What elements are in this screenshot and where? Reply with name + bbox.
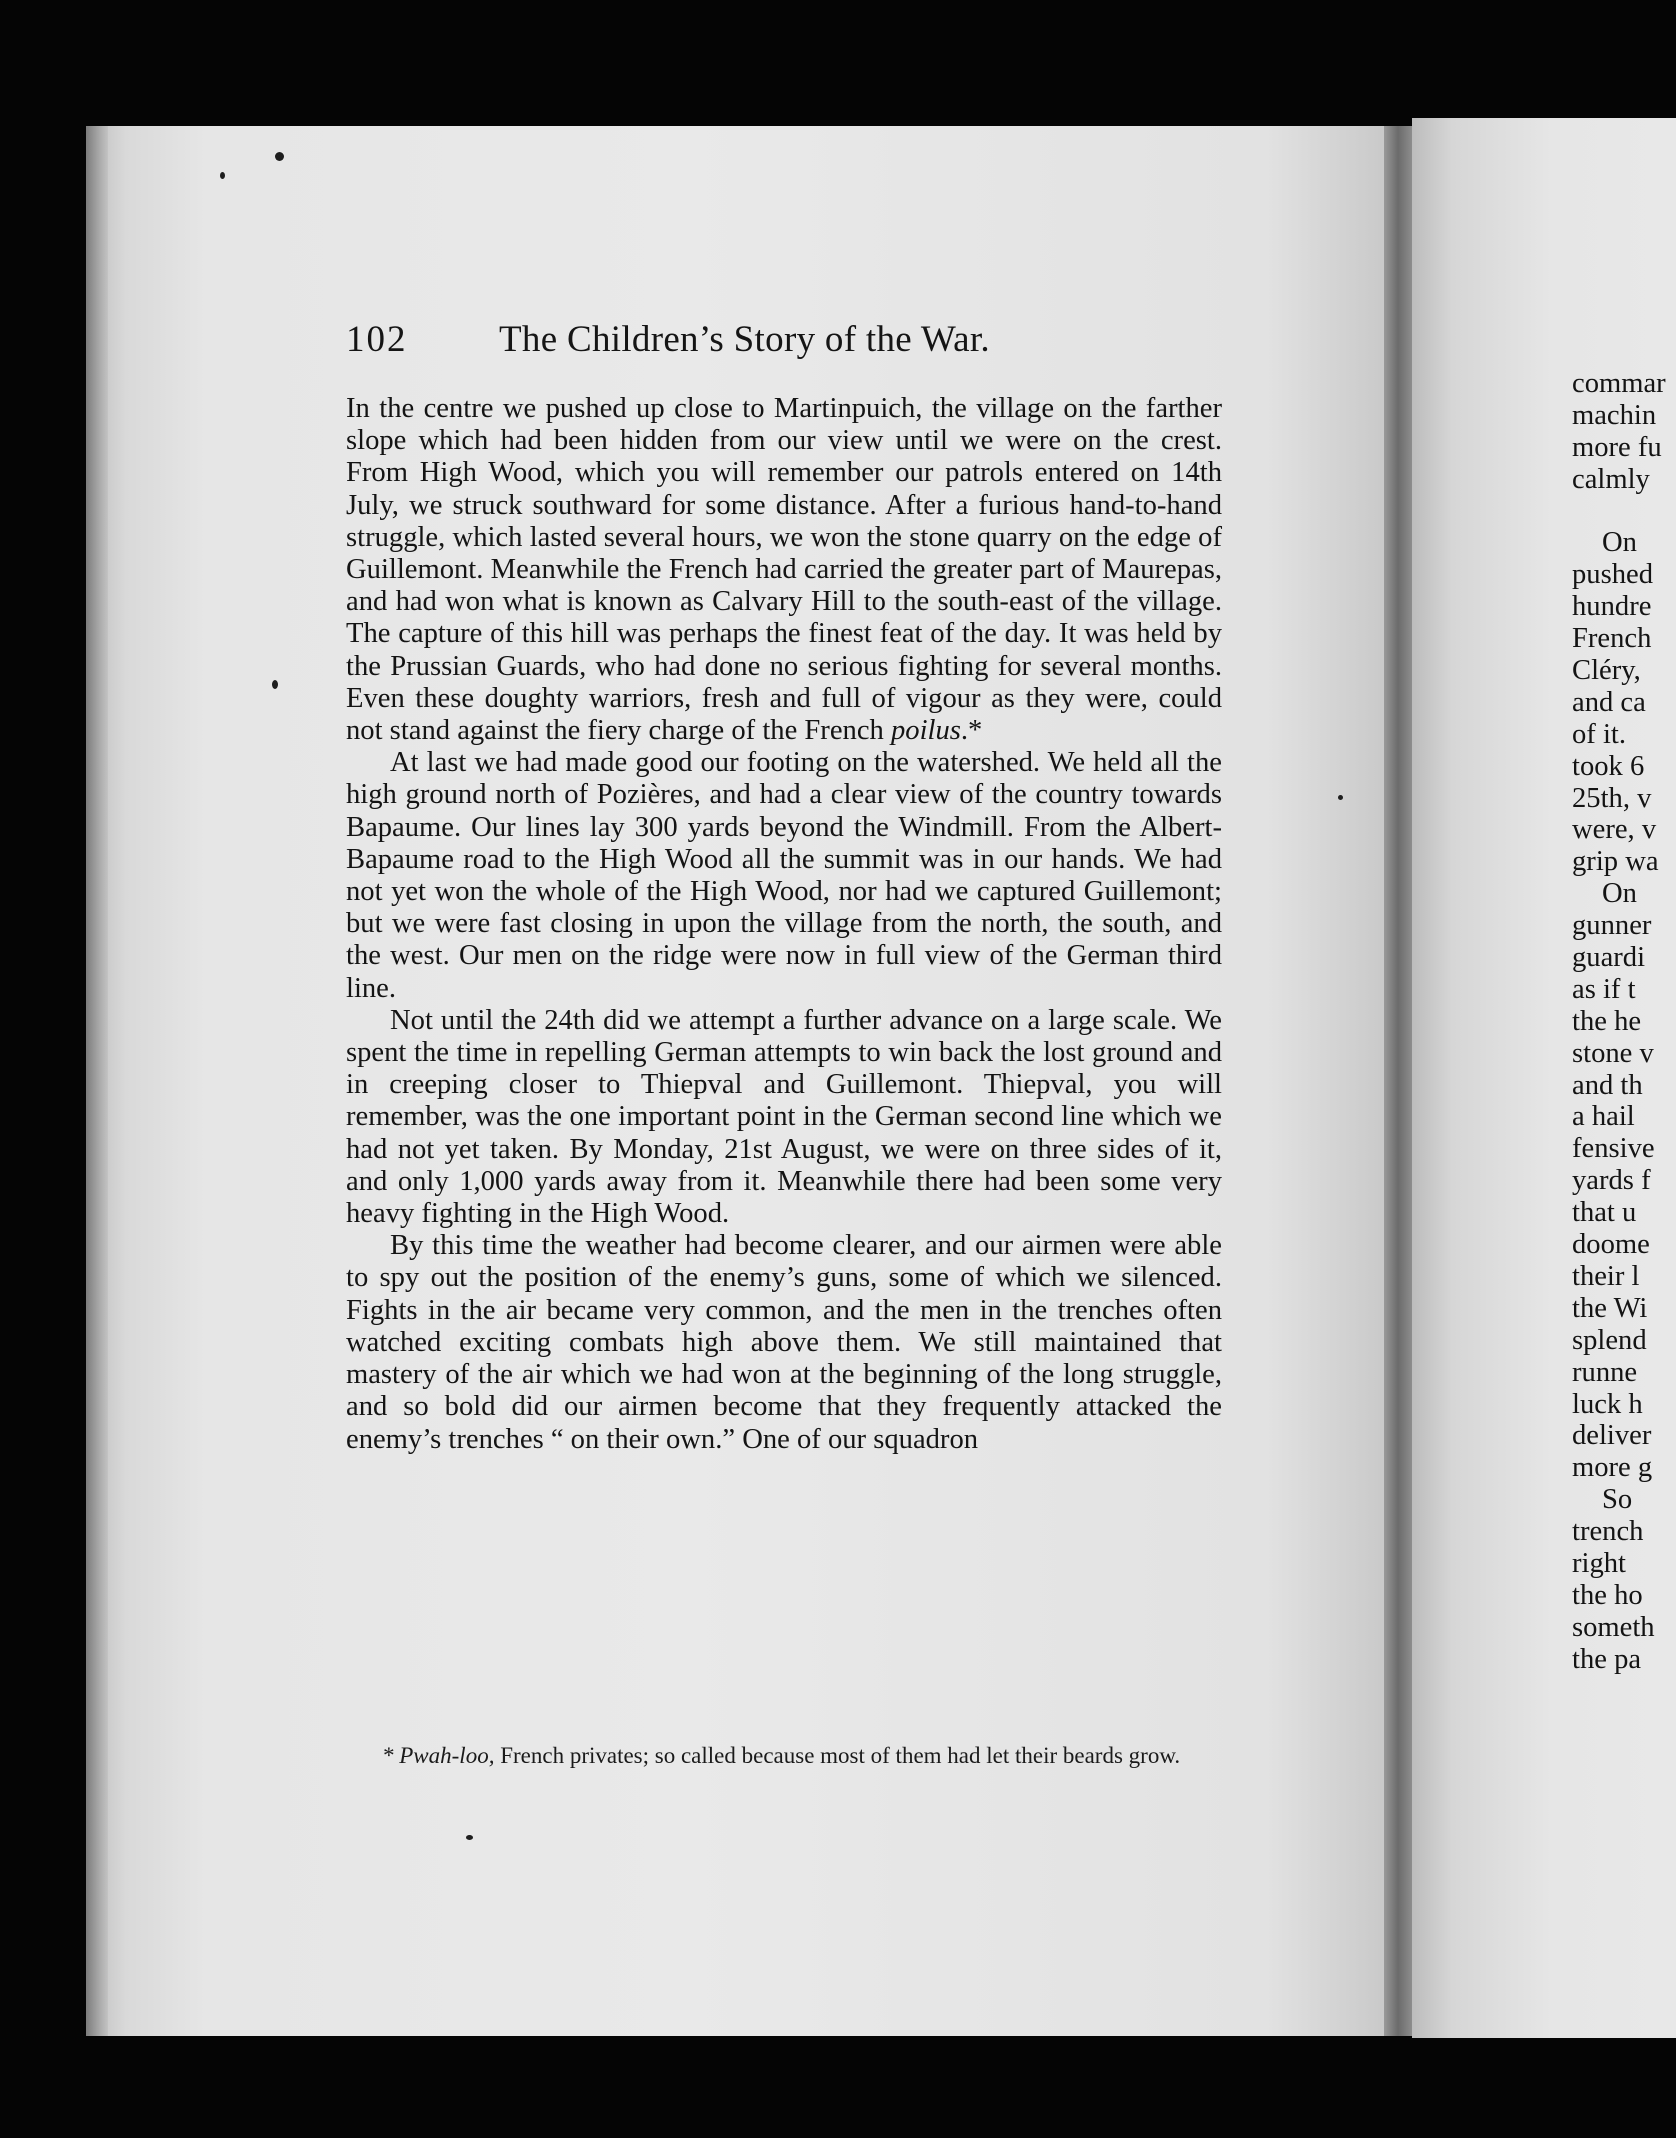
paragraph: By this time the weather had become clearer, and our airmen were able to spy out the position of the enemy’s guns, some of which we silenced. Fights in the air became very common, and the men in the trenches often watched exciting combats high above them. We still maintained that mastery of the air which we had won at the beginning of the long struggle, and so bold did our airmen become that they frequently attacked the enemy’s trenches “ on their own.” One of our squadron <box>346 1230 1222 1455</box>
right-page-line: stone v <box>1572 1037 1654 1069</box>
right-page-line: splend <box>1572 1324 1647 1356</box>
right-page-line: French <box>1572 623 1652 655</box>
paragraph: In the centre we pushed up close to Martinpuich, the village on the farther slope which had been hidden from our view until we were on the crest. From High Wood, which you will remember our patrols entered on 14th July, we struck southward for some distance. After a furious hand-to-hand struggle, which lasted several hours, we won the stone quarry on the edge of Guillemont. Meanwhile the French had carried the greater part of Maurepas, and had won what is known as Calvary Hill to the south-east of the village. The capture of this hill was perhaps the finest feat of the day. It was held by the Prussian Guards, who had done no serious fighting for several months. Even these doughty warriors, fresh and full of vigour as they were, could not stand against the fiery charge of the French poilus.* <box>346 393 1222 747</box>
right-page-line: someth <box>1572 1611 1655 1643</box>
right-page-line: that u <box>1572 1197 1637 1229</box>
right-page-line: On <box>1602 878 1637 910</box>
right-page-line: of it. <box>1572 718 1627 750</box>
right-page-line: 25th, v <box>1572 782 1652 814</box>
right-page-line: their l <box>1572 1260 1640 1292</box>
right-page-line: hundre <box>1572 591 1652 623</box>
right-page-line: runne <box>1572 1356 1638 1388</box>
footnote-text: French privates; so called because most of them had let their beards grow. <box>494 1743 1181 1768</box>
paragraph: At last we had made good our footing on the watershed. We held all the high ground north of Pozières, and had a clear view of the country towards Bapaume. Our lines lay 300 yards beyond the Windmill. From the Albert-Bapaume road to the High Wood all the summit was in our hands. We had not yet won the whole of the High Wood, nor had we captured Guillemont; but we were fast closing in upon the village from the north, the south, and the west. Our men on the ridge were now in full view of the German third line. <box>346 747 1222 1004</box>
footnote-term: * Pwah-loo, <box>382 1743 495 1768</box>
ink-speck <box>1338 795 1343 800</box>
page-header <box>346 318 1226 368</box>
right-page-line: grip wa <box>1572 846 1659 878</box>
right-page-line: the he <box>1572 1005 1642 1037</box>
right-page-text <box>1572 368 1676 1676</box>
right-page-line <box>1572 496 1676 528</box>
book-gutter <box>1384 126 1412 2036</box>
right-page-line: and ca <box>1572 686 1646 718</box>
right-page-line: the pa <box>1572 1643 1642 1675</box>
paragraph: Not until the 24th did we attempt a further advance on a large scale. We spent the time in repelling German attempts to win back the lost ground and in creeping closer to Thiepval and Guillemont. Thiepval, you will remember, was the one important point in the German second line which we had not yet taken. By Monday, 21st August, we were on three sides of it, and only 1,000 yards away from it. Meanwhile there had been some very heavy fighting in the High Wood. <box>346 1004 1222 1230</box>
right-page-line: the ho <box>1572 1579 1643 1611</box>
right-page-line: machin <box>1572 399 1657 431</box>
ink-speck <box>466 1835 473 1840</box>
right-page-line: were, v <box>1572 814 1657 846</box>
right-page-line: calmly <box>1572 463 1650 495</box>
right-page-line: the Wi <box>1572 1292 1648 1324</box>
right-page-line: right <box>1572 1547 1627 1579</box>
body-text <box>346 393 1222 1456</box>
ink-speck <box>220 172 225 179</box>
right-page-line: Cléry, <box>1572 655 1641 687</box>
right-page-line: more fu <box>1572 431 1662 463</box>
right-page-line: yards f <box>1572 1165 1651 1197</box>
right-page-line: a hail <box>1572 1101 1635 1133</box>
right-page-line: trench <box>1572 1516 1644 1548</box>
footnote <box>352 1742 1220 1769</box>
italic-word: poilus <box>890 715 961 747</box>
right-page-line: On <box>1602 527 1637 559</box>
page-number: 102 <box>346 319 408 360</box>
right-page-line: more g <box>1572 1452 1653 1484</box>
right-page-line: pushed <box>1572 559 1654 591</box>
right-page-line: doome <box>1572 1229 1650 1261</box>
right-page-line: luck h <box>1572 1388 1643 1420</box>
ink-speck <box>275 152 284 161</box>
right-page-line: gunner <box>1572 910 1652 942</box>
right-page-line: guardi <box>1572 942 1646 974</box>
ink-speck <box>272 680 278 689</box>
right-page-line: commar <box>1572 368 1666 399</box>
right-page-line: fensive <box>1572 1133 1655 1165</box>
right-page-line: So <box>1602 1484 1633 1516</box>
right-page-line: deliver <box>1572 1420 1652 1452</box>
right-page-line: and th <box>1572 1069 1643 1101</box>
right-page-line: took 6 <box>1572 750 1645 782</box>
right-page-line: as if t <box>1572 973 1636 1005</box>
running-title: The Children’s Story of the War. <box>499 319 990 360</box>
